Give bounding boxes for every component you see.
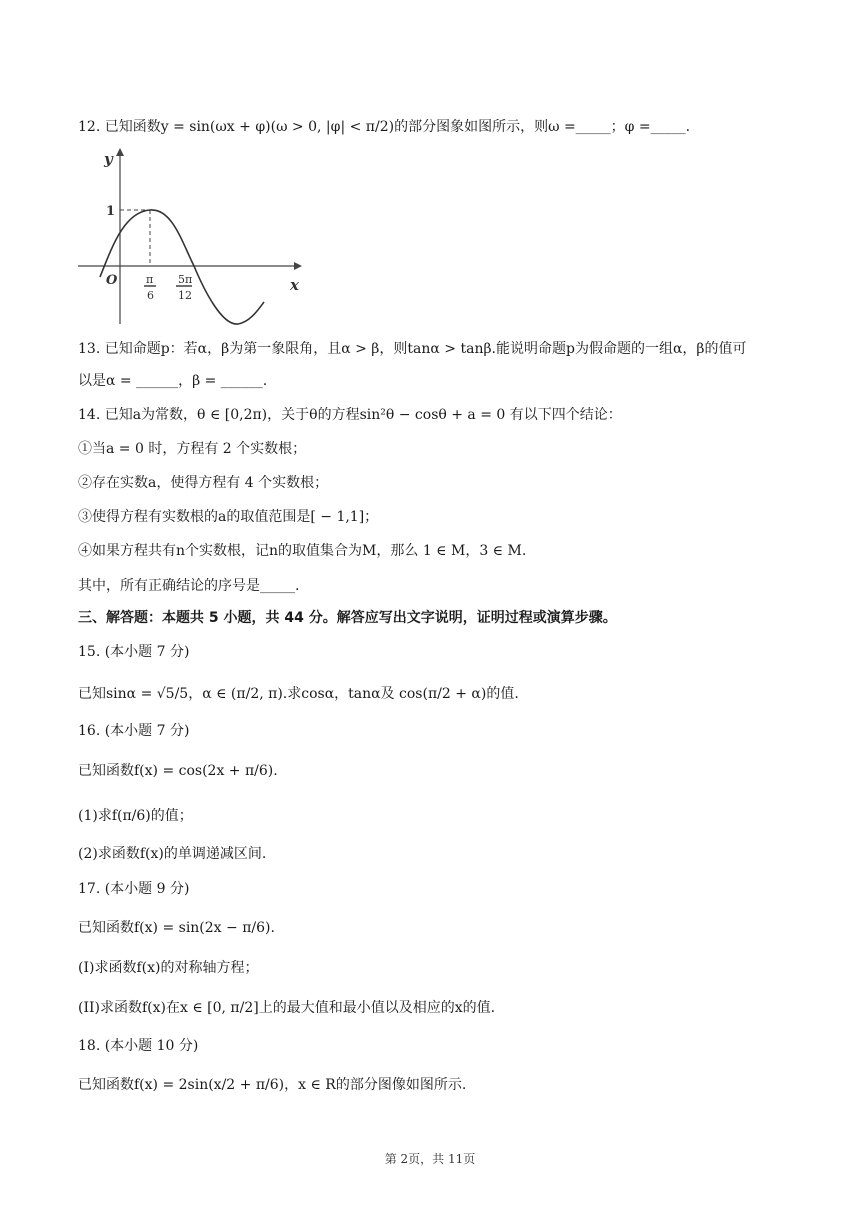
q17-part-2: (II)求函数f(x)在x ∈ [0, π/2]上的最大值和最小值以及相应的x的值.	[78, 1000, 496, 1016]
q14-conclusion-2: ②存在实数a，使得方程有 4 个实数根；	[78, 475, 329, 491]
q12-text: 12. 已知函数y = sin(ωx + φ)(ω > 0, |φ| < π/2)的部分图象如图所示，则ω =_____；φ =_____.	[78, 119, 691, 135]
y-tick-1: 1	[106, 204, 116, 219]
x-axis-label: x	[290, 276, 299, 294]
q14-question: 其中，所有正确结论的序号是_____.	[78, 578, 300, 594]
sine-graph-figure	[72, 142, 312, 328]
q17-heading: 17. (本小题 9 分)	[78, 881, 190, 897]
q18-body: 已知函数f(x) = 2sin(x/2 + π/6)，x ∈ R的部分图像如图所示.	[78, 1077, 467, 1093]
q15-heading: 15. (本小题 7 分)	[78, 644, 190, 660]
y-axis-arrow	[116, 148, 124, 156]
x-tick-5pi-12-den: 12	[178, 289, 192, 302]
x-tick-pi-6-den: 6	[147, 289, 154, 302]
x-tick-5pi-12-num: 5π	[178, 273, 193, 286]
q16-part-1: (1)求f(π/6)的值；	[78, 808, 193, 824]
q14-stem: 14. 已知a为常数，θ ∈ [0,2π)，关于θ的方程sin²θ − cosθ + a = 0 有以下四个结论：	[78, 407, 622, 423]
section-3-heading: 三、解答题：本题共 5 小题，共 44 分。解答应写出文字说明，证明过程或演算步骤。	[78, 610, 617, 626]
origin-label: O	[106, 273, 118, 288]
q13-line1: 13. 已知命题p：若α，β为第一象限角，且α > β，则tanα > tanβ.能说明命题p为假命题的一组α，β的值可	[78, 341, 747, 357]
x-tick-pi-6-num: π	[146, 273, 154, 286]
q13-line2: 以是α = ______，β = ______.	[78, 373, 268, 389]
q16-part-2: (2)求函数f(x)的单调递减区间.	[78, 846, 267, 862]
q16-body: 已知函数f(x) = cos(2x + π/6).	[78, 763, 278, 779]
q14-conclusion-1: ①当a = 0 时，方程有 2 个实数根；	[78, 441, 307, 457]
x-axis-arrow	[294, 262, 302, 270]
y-axis-label: y	[104, 150, 113, 168]
sine-curve	[100, 210, 264, 324]
q14-conclusion-4: ④如果方程共有n个实数根，记n的取值集合为M，那么 1 ∈ M，3 ∈ M.	[78, 543, 527, 559]
q17-body: 已知函数f(x) = sin(2x − π/6).	[78, 920, 275, 936]
q18-heading: 18. (本小题 10 分)	[78, 1038, 199, 1054]
q14-conclusion-3: ③使得方程有实数根的a的取值范围是[ − 1,1]；	[78, 509, 379, 525]
q15-body: 已知sinα = √5/5，α ∈ (π/2, π).求cosα，tanα及 cos(π/2 + α)的值.	[78, 686, 519, 702]
q16-heading: 16. (本小题 7 分)	[78, 723, 190, 739]
q17-part-1: (I)求函数f(x)的对称轴方程；	[78, 960, 259, 976]
page-footer: 第 2页，共 11页	[384, 1152, 476, 1166]
